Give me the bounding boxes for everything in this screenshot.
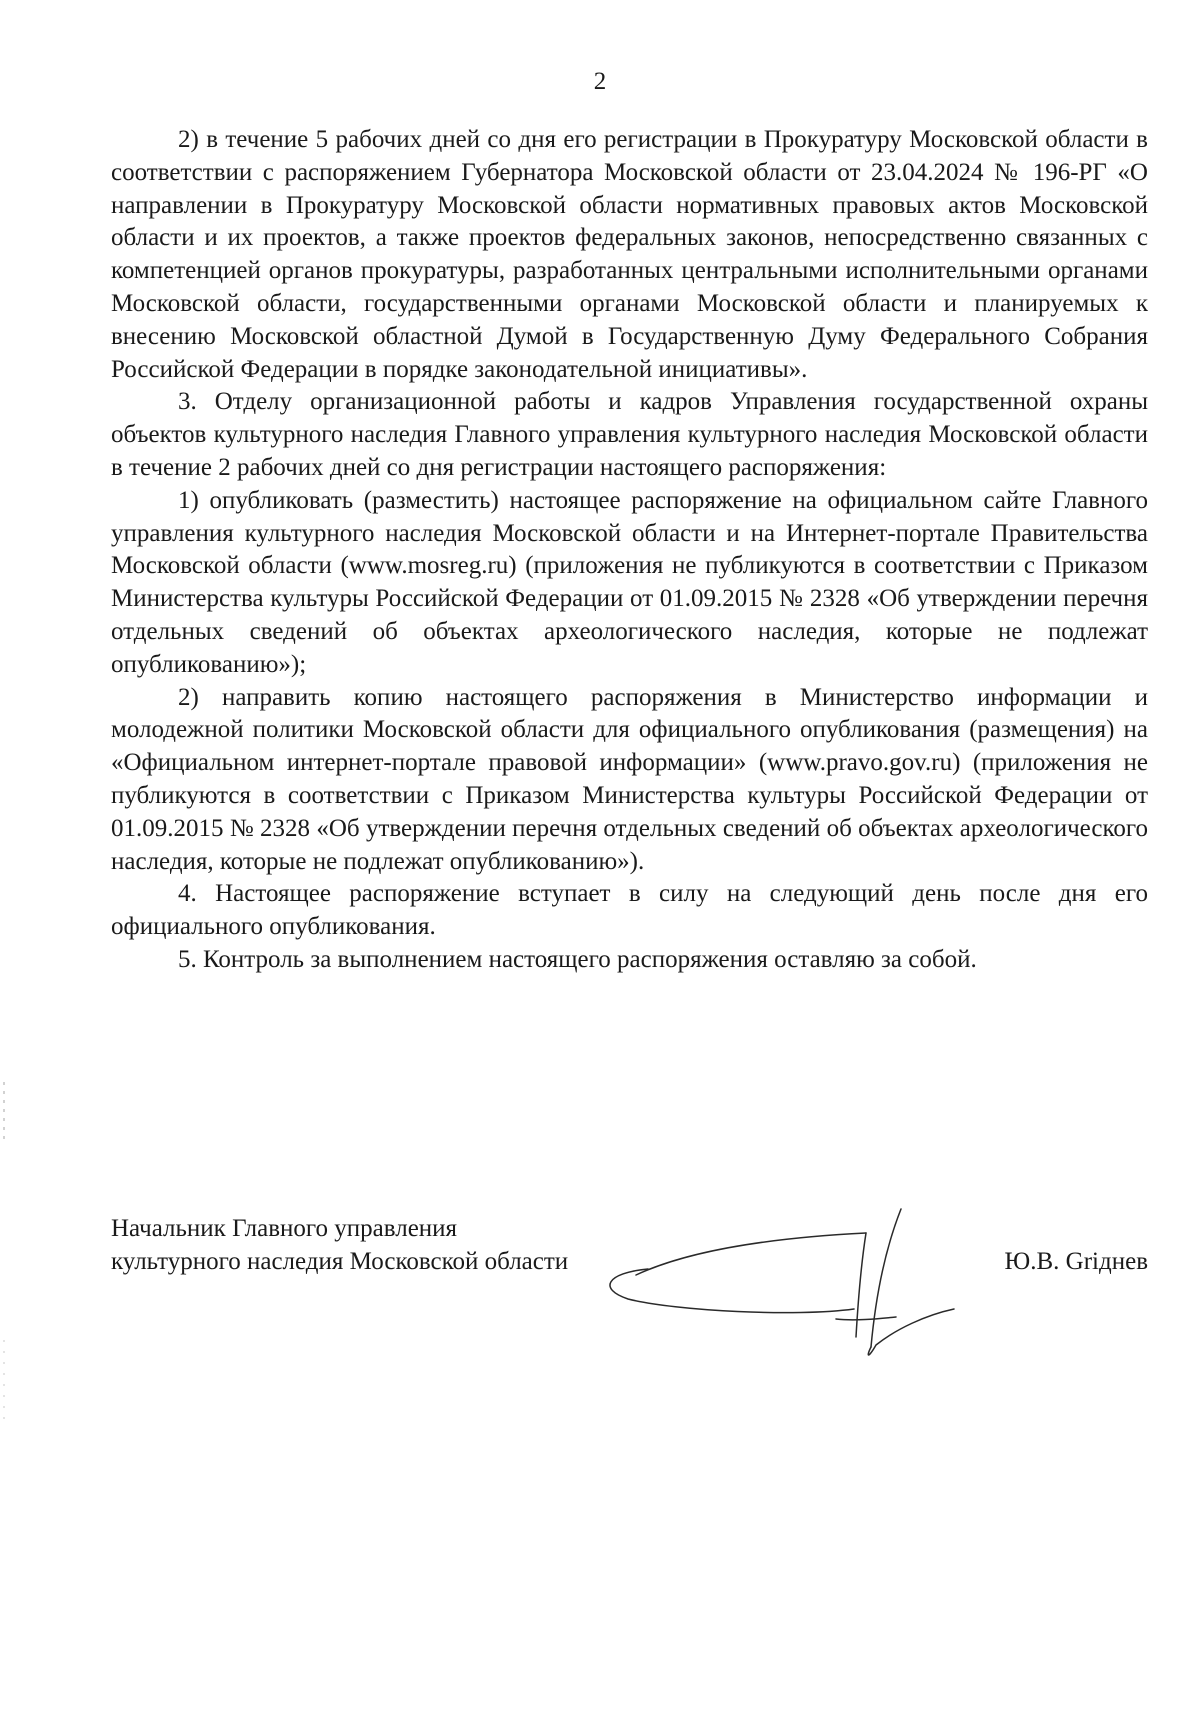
signer-name: Ю.В. Griднев	[1004, 1248, 1148, 1275]
signer-title	[111, 1212, 568, 1278]
paragraph-subitem-1-publish: 1) опубликовать (разместить) настоящее распоряжение на официальном сайте Главного управления культурного наследия Московской области и на Интернет-портале Правительства Московской области (www.mosreg.ru) (приложения не публикуются в соответствии с Приказом Министерства культуры Российской Федерации от 01.09.2015 № 2328 «Об утверждении перечня отдельных сведений об объектах археологического наследия, которые не подлежат опубликованию»);	[111, 486, 1148, 678]
signature-block	[111, 1212, 1148, 1362]
signer-title-line-1: Начальник Главного управления	[111, 1215, 458, 1242]
paragraph-item-3-department: 3. Отделу организационной работы и кадров Управления государственной охраны объектов культурного наследия Главного управления культурного наследия Московской области в течение 2 рабочих дней со дня регистрации настоящего распоряжения:	[111, 388, 1148, 481]
page-number: 2	[593, 68, 607, 95]
paragraph-subitem-2-send-copy: 2) направить копию настоящего распоряжения в Министерство информации и молодежной политики Московской области для официального опубликования (размещения) на «Официальном интернет-портале правовой информации» (www.pravo.gov.ru) (приложения не публикуются в соответствии с Приказом Министерства культуры Российской Федерации от 01.09.2015 № 2328 «Об утверждении перечня отдельных сведений об объектах археологического наследия, которые не подлежат опубликованию»).	[111, 683, 1148, 875]
signer-title-line-2: культурного наследия Московской области	[111, 1248, 569, 1275]
paragraph-item-2-prosecutor: 2) в течение 5 рабочих дней со дня его регистрации в Прокуратуру Московской области в соответствии с распоряжением Губернатора Московской области от 23.04.2024 № 196-РГ «О направлении в Прокуратуру Московской области нормативных правовых актов Московской области и их проектов, а также проектов федеральных законов, непосредственно связанных с компетенцией органов прокуратуры, разработанных центральными исполнительными органами Московской области, государственными органами Московской области и планируемых к внесению Московской областной Думой в Государственную Думу Федерального Собрания Российской Федерации в порядке законодательной инициативы».	[111, 126, 1148, 383]
handwritten-signature	[536, 1207, 996, 1367]
document-body	[111, 124, 1148, 977]
paragraph-item-5-control: 5. Контроль за выполнением настоящего распоряжения оставляю за собой.	[178, 945, 977, 973]
paragraph-item-4-effective-date: 4. Настоящее распоряжение вступает в силу на следующий день после дня его официального опубликования.	[111, 880, 1148, 941]
scan-margin-marks	[0, 0, 12, 1709]
